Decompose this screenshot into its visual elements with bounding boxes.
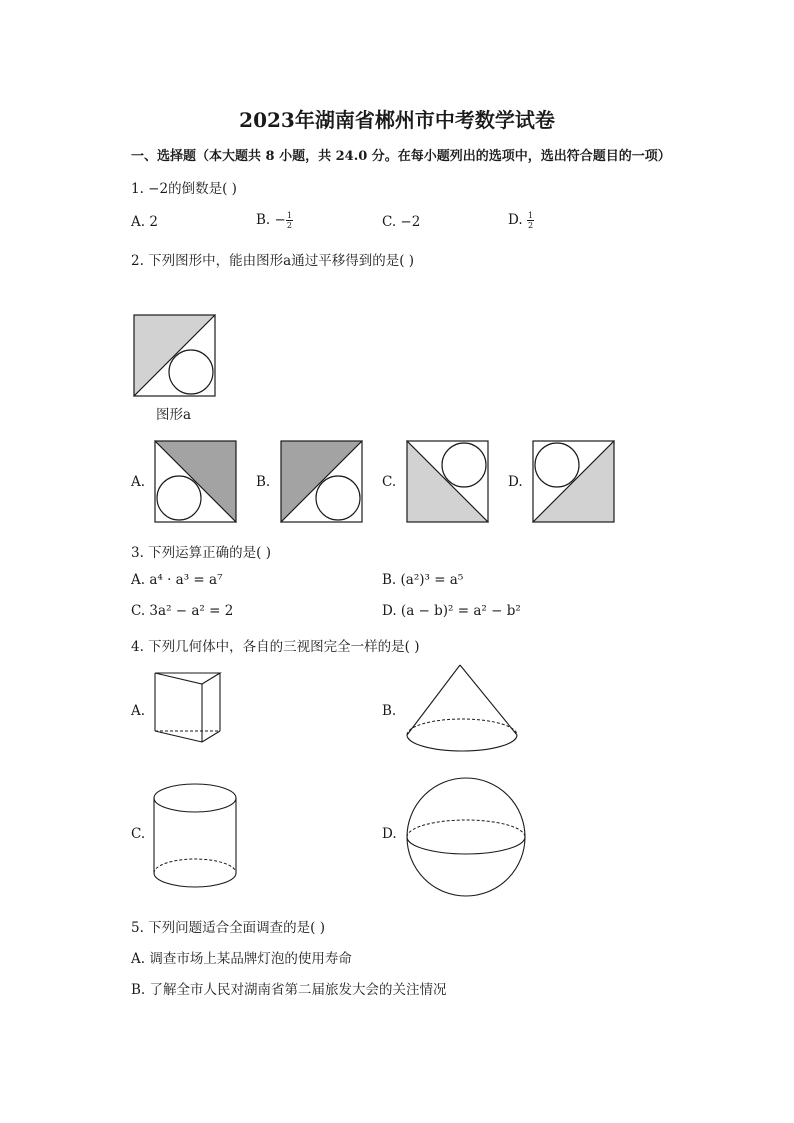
prism-bottom-front-right bbox=[202, 731, 220, 742]
cone-right-side bbox=[460, 665, 517, 735]
q1-option-b-fraction bbox=[286, 211, 293, 230]
paper-title: 2023年湖南省郴州市中考数学试卷 bbox=[239, 108, 555, 132]
q2-a-circle bbox=[157, 476, 201, 520]
cylinder-top bbox=[154, 784, 236, 812]
sphere-equator-visible bbox=[407, 837, 525, 854]
q2-option-c-figure bbox=[406, 440, 490, 524]
q1-option-b bbox=[256, 211, 293, 230]
q2-option-a-label: A. bbox=[131, 474, 146, 490]
q2-c-circle bbox=[442, 443, 486, 487]
q3-option-b: B. (a²)³ = a⁵ bbox=[382, 572, 464, 588]
question-3-stem: 3. 下列运算正确的是( ) bbox=[131, 545, 271, 561]
q1-option-d-fraction bbox=[527, 211, 534, 230]
cone-base-hidden bbox=[407, 719, 517, 735]
q5-option-b: B. 了解全市人民对湖南省第二届旅发大会的关注情况 bbox=[131, 982, 447, 998]
q1-option-d bbox=[508, 211, 534, 230]
q4-option-c-cylinder bbox=[151, 781, 241, 891]
q2-option-b-label: B. bbox=[256, 474, 271, 490]
q4-option-c-label: C. bbox=[131, 826, 146, 842]
q4-option-b-cone bbox=[404, 662, 524, 756]
q2-b-circle bbox=[316, 476, 360, 520]
q1-option-b-prefix: B. − bbox=[256, 212, 286, 228]
question-2-stem: 2. 下列图形中，能由图形a通过平移得到的是( ) bbox=[131, 253, 415, 269]
section-heading: 一、选择题（本大题共 8 小题，共 24.0 分。在每小题列出的选项中，选出符合题目的一项） bbox=[131, 149, 671, 164]
prism-bottom-front-left bbox=[155, 731, 202, 742]
q4-option-b-label: B. bbox=[382, 703, 397, 719]
cylinder-base-hidden bbox=[154, 859, 236, 873]
question-4-stem: 4. 下列几何体中，各自的三视图完全一样的是( ) bbox=[131, 639, 420, 655]
figure-a-circle bbox=[169, 350, 213, 394]
cone-base-visible bbox=[407, 735, 517, 751]
q2-option-d-label: D. bbox=[508, 474, 523, 490]
q2-option-d-figure bbox=[532, 440, 616, 524]
q1-b-denominator: 2 bbox=[286, 221, 292, 230]
figure-a bbox=[133, 314, 217, 398]
q2-option-c-label: C. bbox=[382, 474, 397, 490]
q1-option-a: A. 2 bbox=[131, 214, 158, 230]
q2-d-circle bbox=[535, 443, 579, 487]
q1-d-denominator: 2 bbox=[527, 221, 534, 230]
figure-a-caption: 图形a bbox=[156, 407, 192, 423]
q5-option-a: A. 调查市场上某品牌灯泡的使用寿命 bbox=[131, 951, 352, 967]
question-5-stem: 5. 下列问题适合全面调查的是( ) bbox=[131, 920, 325, 936]
cylinder-base-visible bbox=[154, 873, 236, 887]
question-1-stem: 1. −2的倒数是( ) bbox=[131, 181, 237, 197]
q2-option-b-figure bbox=[280, 440, 364, 524]
q4-option-d-label: D. bbox=[382, 826, 397, 842]
q4-option-d-sphere bbox=[404, 775, 528, 899]
sphere-outline bbox=[407, 778, 525, 896]
q3-option-c: C. 3a² − a² = 2 bbox=[131, 603, 234, 619]
q4-option-a-prism bbox=[152, 670, 224, 746]
cone-left-side bbox=[407, 665, 460, 735]
prism-top-face bbox=[155, 673, 220, 684]
q1-option-d-prefix: D. bbox=[508, 212, 527, 228]
q3-option-d: D. (a − b)² = a² − b² bbox=[382, 603, 521, 619]
q1-b-numerator: 1 bbox=[286, 211, 292, 220]
q1-option-c: C. −2 bbox=[382, 214, 421, 230]
q2-option-a-figure bbox=[154, 440, 238, 524]
q1-d-numerator: 1 bbox=[527, 211, 534, 220]
sphere-equator-hidden bbox=[407, 820, 525, 837]
q4-option-a-label: A. bbox=[131, 703, 146, 719]
q3-option-a: A. a⁴ · a³ = a⁷ bbox=[131, 572, 223, 588]
